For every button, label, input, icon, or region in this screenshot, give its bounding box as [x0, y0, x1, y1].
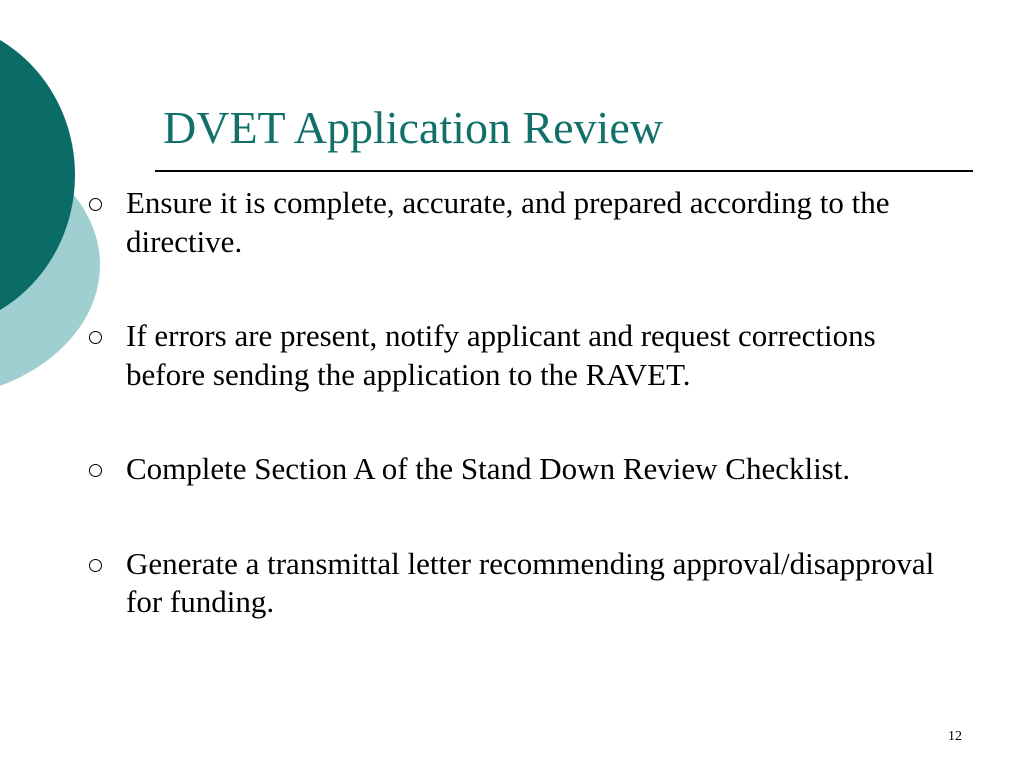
hollow-circle-bullet-icon	[89, 198, 102, 211]
bullet-item	[86, 545, 936, 622]
bullet-text: Complete Section A of the Stand Down Review Checklist.	[126, 451, 851, 486]
hollow-circle-bullet-icon	[89, 559, 102, 572]
bullet-item	[86, 184, 936, 261]
title-underline	[155, 170, 973, 172]
bullet-text: Ensure it is complete, accurate, and prepared according to the directive.	[126, 185, 890, 259]
bullet-text: Generate a transmittal letter recommending approval/disapproval for funding.	[126, 545, 935, 619]
bullet-item	[86, 450, 936, 489]
hollow-circle-bullet-icon	[89, 331, 102, 344]
slide-title: DVET Application Review	[163, 102, 663, 153]
bullet-item	[86, 317, 936, 394]
bullet-list	[86, 184, 936, 622]
hollow-circle-bullet-icon	[89, 464, 102, 477]
slide-number: 12	[948, 729, 962, 744]
bullet-text: If errors are present, notify applicant and request corrections before sending the application to the RAVET.	[126, 318, 876, 392]
